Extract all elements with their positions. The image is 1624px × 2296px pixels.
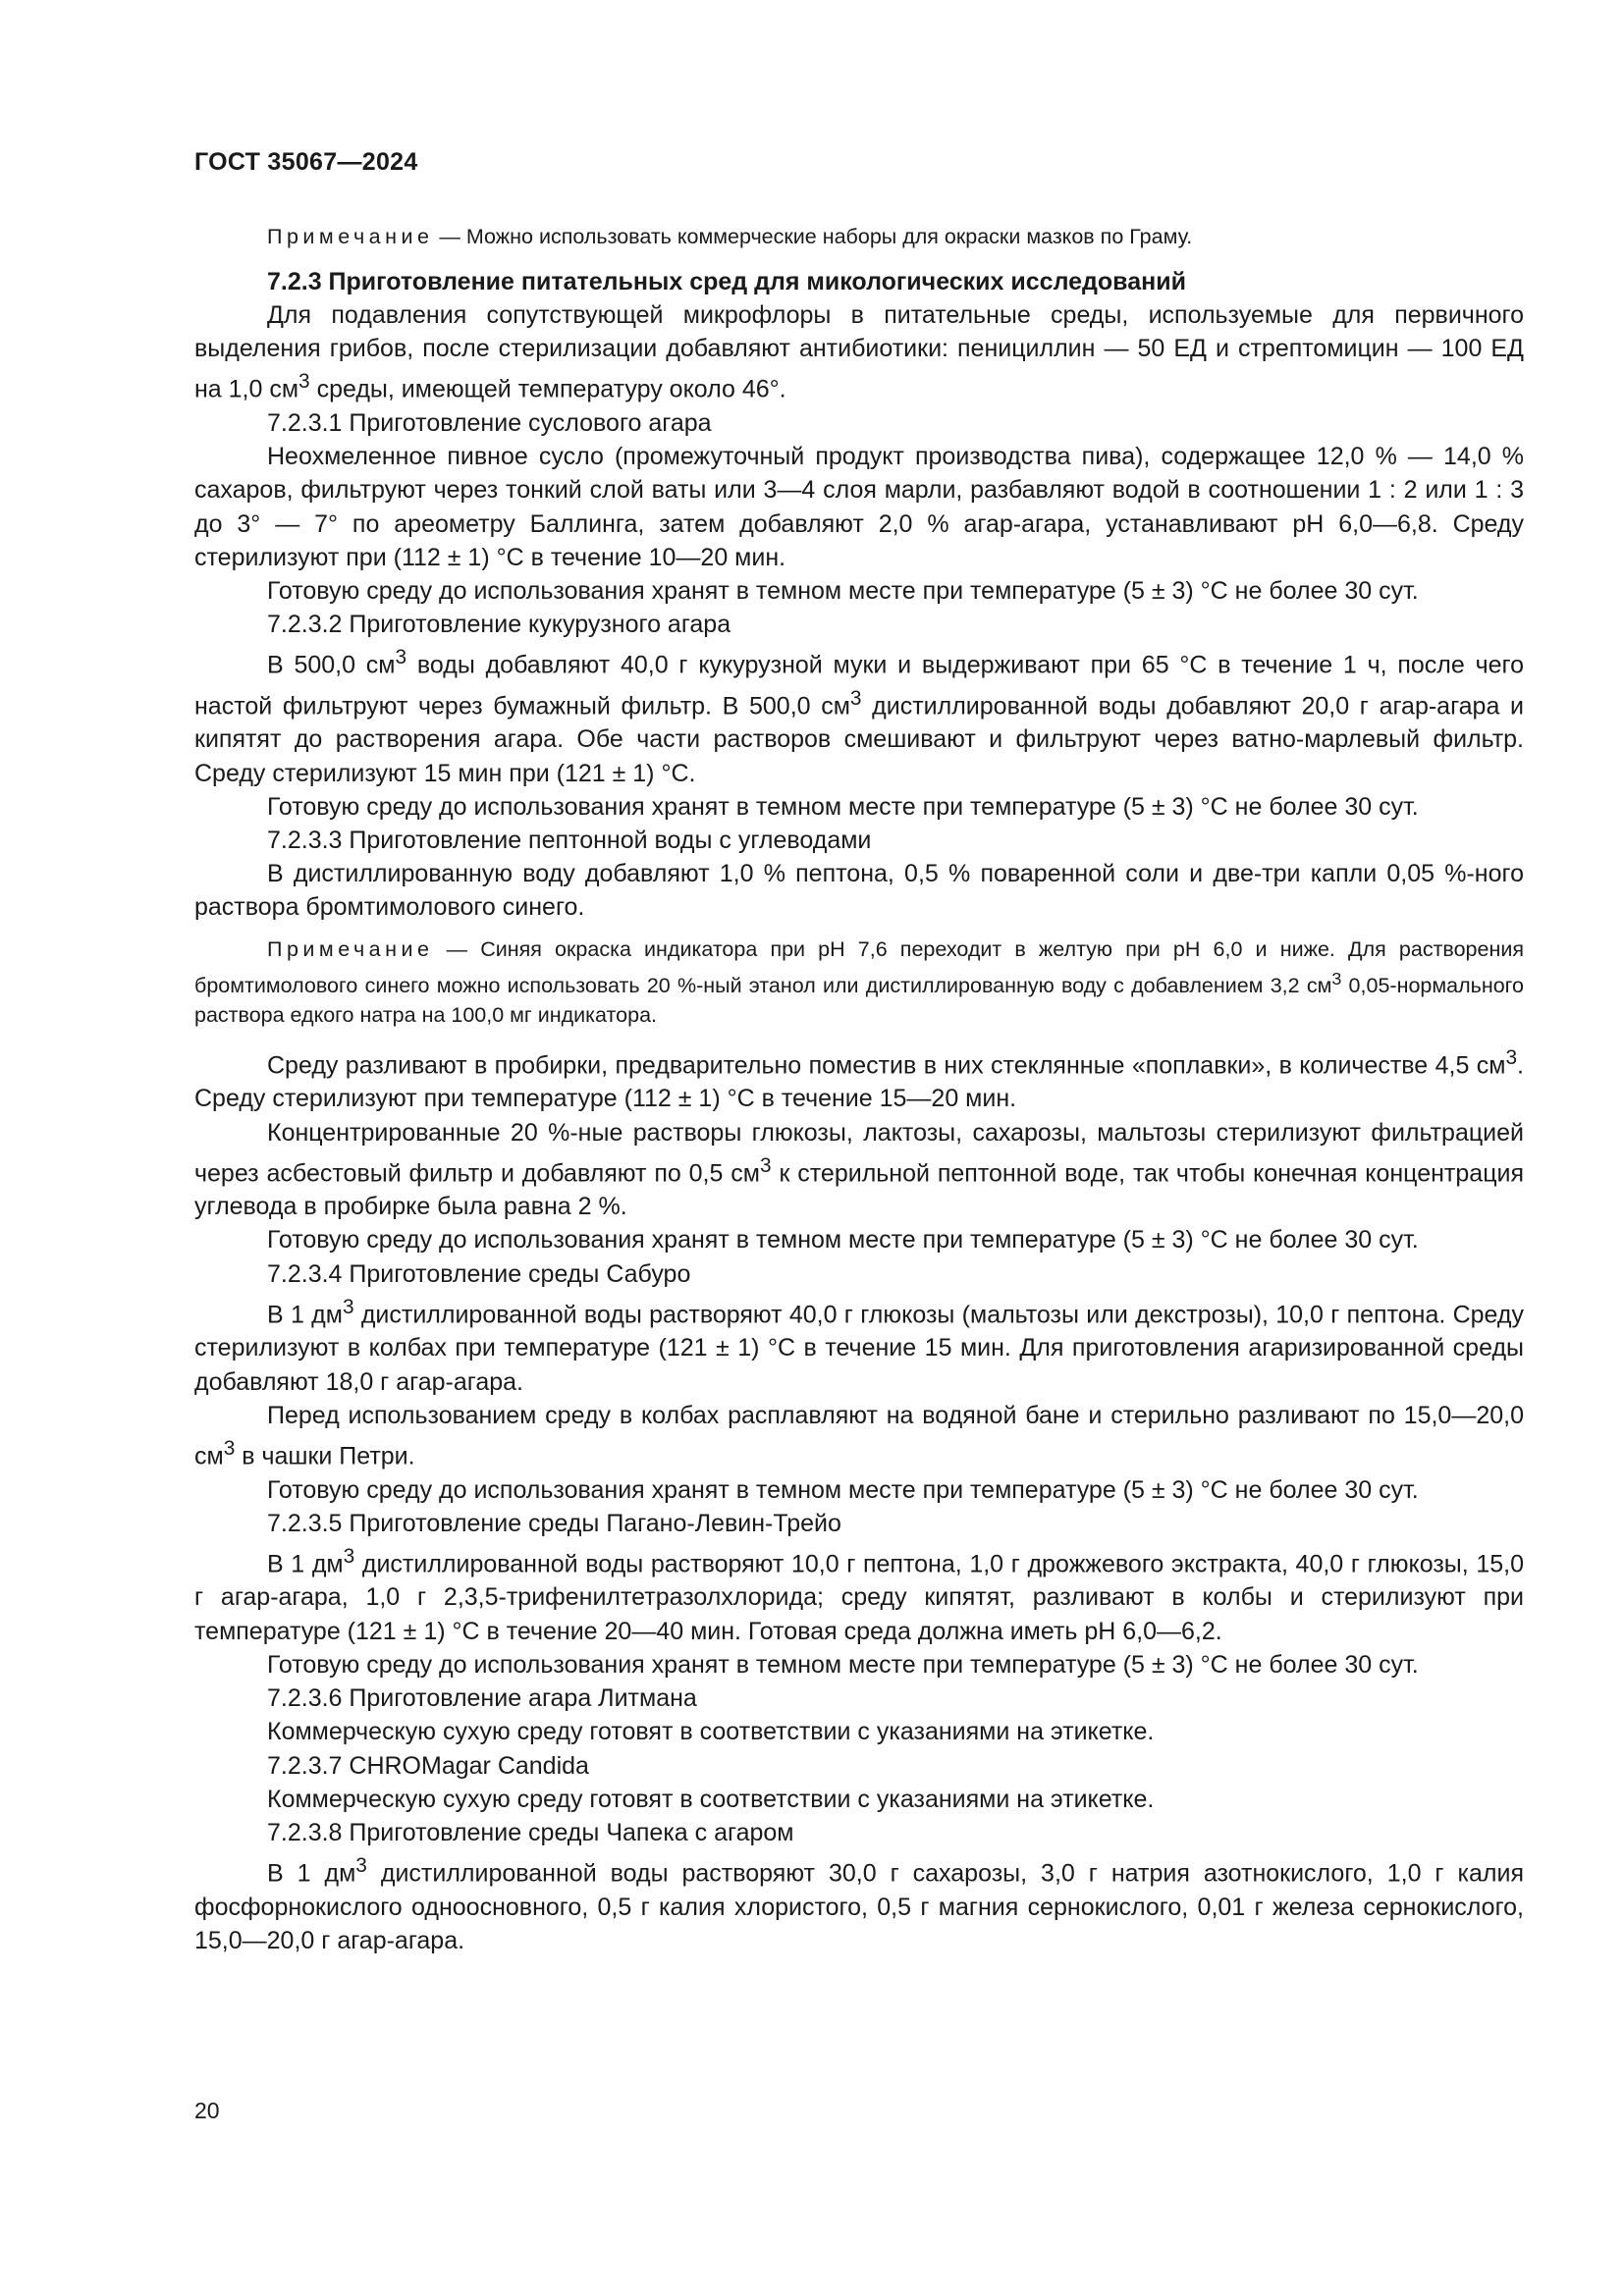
- subsection-title-5: 7.2.3.5 Приготовление среды Пагано-Левин-Трейо: [267, 1509, 841, 1537]
- subsection-title-7: 7.2.3.7 CHROMagar Candida: [267, 1751, 589, 1780]
- paragraph-storage-2: Готовую среду до использования хранят в темном месте при температуре (5 ± 3) °С не более 30 сут.: [267, 792, 1419, 821]
- paragraph-intro: Для подавления сопутствующей микрофлоры в питательные среды, используемые для первичного выделения грибов, после стерилизации добавляют антибиотики: пенициллин — 50 ЕД и стрептомицин — 100 ЕД на 1,0 $см^3$ среды, имеющей температуру около 46°.: [194, 301, 1524, 403]
- paragraph-s8-1: В 1 $дм^3$ дистиллированной воды растворяют 30,0 г сахарозы, 3,0 г натрия азотнокислого, 1,0 г калия фосфорнокислого одноосновного, 0,5 г калия хлористого, 0,5 г магния сернокислого, 0,01 г железа сернокислого, 15,0—20,0 г агар-агара.: [194, 1854, 1525, 1954]
- paragraph-s4-1: В 1 $дм^3$ дистиллированной воды растворяют 40,0 г глюкозы (мальтозы или декстрозы), 10,0 г пептона. Среду стерилизуют в колбах при температуре (121 ± 1) °С в течение 15 мин. Для приготовления агаризированной среды добавляют 18,0 г агар-агара.: [194, 1295, 1524, 1396]
- paragraph-s3-2: Среду разливают в пробирки, предварительно поместив в них стеклянные «поплавки», в количестве 4,5 $см^3$. Среду стерилизуют при температуре (112 ± 1) °С в течение 15—20 мин.: [194, 1045, 1524, 1113]
- paragraph-s7-1: Коммерческую сухую среду готовят в соответствии с указаниями на этикетке.: [267, 1785, 1155, 1813]
- paragraph-s1-1: Неохмеленное пивное сусло (промежуточный продукт производства пива), содержащее 12,0 % — 14,0 % сахаров, фильтруют через тонкий слой ваты или 3—4 слоя марли, разбавляют водой в соотношении 1 : 2 или 1 : 3 до 3° — 7° по ареометру Баллинга, затем добавляют 2,0 % агар-агара, устанавливают рН 6,0—6,8. Среду стерилизуют при (112 ± 1) °С в течение 10—20 мин.: [194, 443, 1524, 571]
- paragraph-s5-1: В 1 $дм^3$ дистиллированной воды растворяют 10,0 г пептона, 1,0 г дрожжевого экстракта, 40,0 г глюкозы, 15,0 г агар-агара, 1,0 г 2,3,5-трифенилтетразолхлорида; среду кипятят, разливают в колбы и стерилизуют при температуре (121 ± 1) °С в течение 20—40 мин. Готовая среда должна иметь рН 6,0—6,2.: [194, 1544, 1524, 1645]
- subsection-title-1: 7.2.3.1 Приготовление суслового агара: [267, 408, 712, 437]
- paragraph-s4-2: Перед использованием среду в колбах расплавляют на водяной бане и стерильно разливают по 15,0—20,0 $см^3$ в чашки Петри.: [194, 1401, 1524, 1470]
- paragraph-storage-5: Готовую среду до использования хранят в темном месте при температуре (5 ± 3) °С не более 30 сут.: [267, 1650, 1419, 1679]
- paragraph-s2-1: В 500,0 $см^3$ воды добавляют 40,0 г кукурузной муки и выдерживают при 65 °С в течение 1 ч, после чего настой фильтруют через бумажный фильтр. В 500,0 $см^3$ дистиллированной воды добавляют 20,0 г агар-агара и кипятят до растворения агара. Обе части растворов смешивают и фильтруют через ватно-марлевый фильтр. Среду стерилизуют 15 мин при (121 ± 1) °С.: [194, 646, 1524, 787]
- page-number: 20: [194, 2098, 220, 2123]
- subsection-title-8: 7.2.3.8 Приготовление среды Чапека с агаром: [267, 1818, 794, 1846]
- paragraph-storage-3: Готовую среду до использования хранят в темном месте при температуре (5 ± 3) °С не более 30 сут.: [267, 1226, 1419, 1255]
- document-header: ГОСТ 35067—2024: [194, 148, 418, 176]
- note-1-label: Примечание: [267, 225, 434, 248]
- subsection-title-2: 7.2.3.2 Приготовление кукурузного агара: [267, 611, 731, 639]
- note-2: Примечание — Синяя окраска индикатора при рН 7,6 переходит в желтую при рН 6,0 и ниже. Для растворения бромтимолового синего можно использовать 20 %-ный этанол или дистиллированную воду с добавлением 3,2 $см^3$ 0,05-нормального раствора едкого натра на 100,0 мг индикатора.: [194, 936, 1524, 1027]
- paragraph-storage-1: Готовую среду до использования хранят в темном месте при температуре (5 ± 3) °С не более 30 сут.: [267, 576, 1419, 605]
- subsection-title-3: 7.2.3.3 Приготовление пептонной воды с углеводами: [267, 827, 872, 855]
- paragraph-s3-3: Концентрированные 20 %-ные растворы глюкозы, лактозы, сахарозы, мальтозы стерилизуют фильтрацией через асбестовый фильтр и добавляют по 0,5 $см^3$ к стерильной пептонной воде, так чтобы конечная концентрация углевода в пробирке была равна 2 %.: [194, 1118, 1525, 1221]
- paragraph-s6-1: Коммерческую сухую среду готовят в соответствии с указаниями на этикетке.: [267, 1718, 1155, 1746]
- document-body: [194, 222, 1524, 1957]
- paragraph-s3-1: В дистиллированную воду добавляют 1,0 % пептона, 0,5 % поваренной соли и две-три капли 0,05 %-ного раствора бромтимолового синего.: [194, 860, 1524, 922]
- subsection-title-6: 7.2.3.6 Приготовление агара Литмана: [267, 1684, 697, 1713]
- note-1: [194, 222, 1524, 251]
- note-1-text: — Можно использовать коммерческие наборы для окраски мазков по Граму.: [433, 225, 1193, 248]
- paragraph-storage-4: Готовую среду до использования хранят в темном месте при температуре (5 ± 3) °С не более 30 сут.: [267, 1475, 1419, 1504]
- note-2-label: Примечание: [267, 936, 434, 961]
- section-heading: 7.2.3 Приготовление питательных сред для микологических исследований: [267, 268, 1186, 295]
- subsection-title-4: 7.2.3.4 Приготовление среды Сабуро: [267, 1259, 691, 1288]
